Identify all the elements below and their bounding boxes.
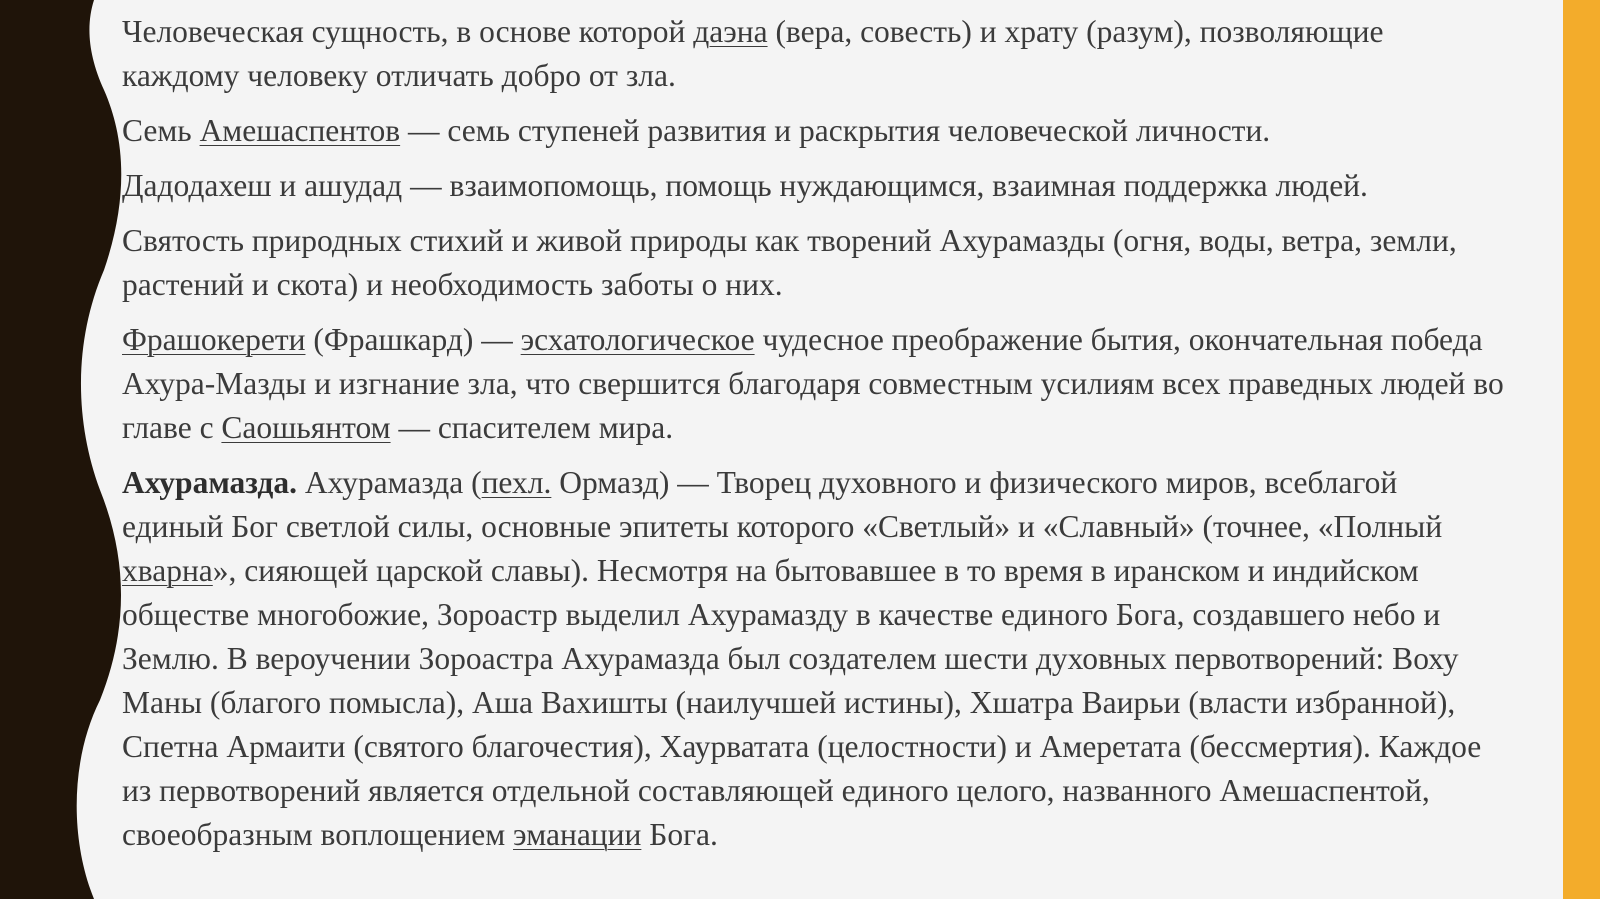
slide-text bbox=[122, 10, 1572, 868]
paragraph-sacred-elements: Святость природных стихий и живой природы как творений Ахурамазды (огня, воды, ветра, земли, растений и скота) и необходимость заботы о них. bbox=[122, 223, 1457, 302]
paragraph-amesha-spentas: Семь Амешаспентов — семь ступеней развития и раскрытия человеческой личности. bbox=[122, 113, 1271, 148]
link-emanation[interactable]: эманации bbox=[513, 817, 642, 852]
link-frashokereti[interactable]: Фрашокерети bbox=[122, 322, 306, 357]
link-pehlevi[interactable]: пехл. bbox=[481, 465, 552, 500]
link-khvarna[interactable]: хварна bbox=[122, 553, 213, 588]
paragraph-ahuramazda: Ахурамазда. Ахурамазда (пехл. Ормазд) — Творец духовного и физического миров, всеблагой единый Бог светлой силы, основные эпитеты которого «Светлый» и «Славный» (точнее, «Полный хварна», сияющей царской славы). Несмотря на бытовавшее в то время в иранском и индийском обществе многобожие, Зороастр выделил Ахурамазду в качестве единого Бога, создавшего небо и Землю. В вероучении Зороастра Ахурамазда был создателем шести духовных первотворений: Воху Маны (благого помысла), Аша Вахишты (наилучшей истины), Хшатра Ваирьи (власти избранной), Спетна Армаити (святого благочестия), Хаурватата (целостности) и Амеретата (бессмертия). Каждое из первотворений является отдельной составляющей единого целого, названного Амешаспентой, своеобразным воплощением эманации Бога. bbox=[122, 465, 1482, 852]
term-ahuramazda: Ахурамазда. bbox=[122, 465, 297, 500]
paragraph-frashokereti: Фрашокерети (Фрашкард) — эсхатологическое чудесное преображение бытия, окончательная победа Ахура-Мазды и изгнание зла, что свершится благодаря совместным усилиям всех праведных людей во главе с Саошьянтом — спасителем мира. bbox=[122, 322, 1504, 445]
link-saoshyant[interactable]: Саошьянтом bbox=[221, 410, 391, 445]
link-ameshaspenty[interactable]: Амешаспентов bbox=[199, 113, 401, 148]
link-eschatological[interactable]: эсхатологическое bbox=[520, 322, 755, 357]
link-daena[interactable]: даэна bbox=[693, 14, 768, 49]
paragraph-human-essence: Человеческая сущность, в основе которой даэна (вера, совесть) и храту (разум), позволяющие каждому человеку отличать добро от зла. bbox=[122, 14, 1384, 93]
paragraph-mutual-aid: Дадодахеш и ашудад — взаимопомощь, помощь нуждающимся, взаимная поддержка людей. bbox=[122, 168, 1368, 203]
